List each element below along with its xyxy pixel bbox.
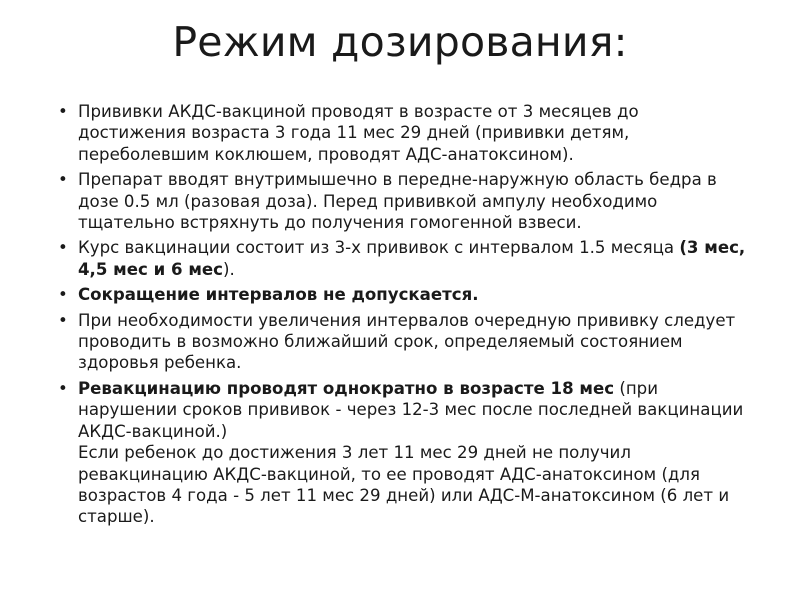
bullet-icon: • [58, 310, 68, 330]
list-item-text: При необходимости увеличения интервалов очередную прививку следует проводить в возможно ближайший срок, определяемый состоянием здоровья ребенка. [78, 310, 736, 373]
bullet-icon: • [58, 170, 68, 190]
list-item-text: Курс вакцинации состоит из 3-х прививок с интервалом 1.5 месяца [78, 238, 680, 258]
list-item [58, 284, 748, 305]
list-item-text: (при нарушении сроков прививок - через 12-3 мес после последней вакцинации АКДС-вакциной.) [78, 378, 744, 441]
list-item-bold-text: Сокращение интервалов не допускается. [78, 285, 479, 305]
slide-title: Режим дозирования: [172, 18, 628, 66]
list-item-text: Препарат вводят внутримышечно в передне-наружную область бедра в дозе 0.5 мл (разовая доза). Перед прививкой ампулу необходимо тщательно встряхнуть до получения гомогенной взвеси. [78, 170, 717, 233]
bullet-icon: • [58, 285, 68, 305]
list-item-bold-text: (3 мес, 4,5 мес и 6 мес [78, 238, 746, 279]
bullet-icon: • [58, 102, 68, 121]
list-item [58, 101, 748, 165]
list-item-text: ). [223, 259, 235, 279]
bullet-icon: • [58, 378, 68, 398]
list-item [58, 169, 748, 233]
bullet-list [58, 101, 748, 532]
bullet-icon: • [58, 238, 68, 258]
list-item [58, 378, 748, 528]
list-item-continued-text: Если ребенок до достижения 3 лет 11 мес 29 дней не получил ревакцинацию АКДС-вакциной, то ее проводят АДС-анатоксином (для возрастов 4 года - 5 лет 11 мес 29 дней) или АДС-М-анатоксином (6 лет и старше). [78, 443, 730, 527]
list-item-bold-text: Ревакцинацию проводят однократно в возрасте 18 мес [78, 378, 615, 398]
list-item [58, 237, 748, 280]
list-item-text: Прививки АКДС-вакциной проводят в возрасте от 3 месяцев до достижения возраста 3 года 11 мес 29 дней (прививки детям, переболевшим коклюшем, проводят АДС-анатоксином). [78, 102, 639, 164]
list-item [58, 310, 748, 374]
